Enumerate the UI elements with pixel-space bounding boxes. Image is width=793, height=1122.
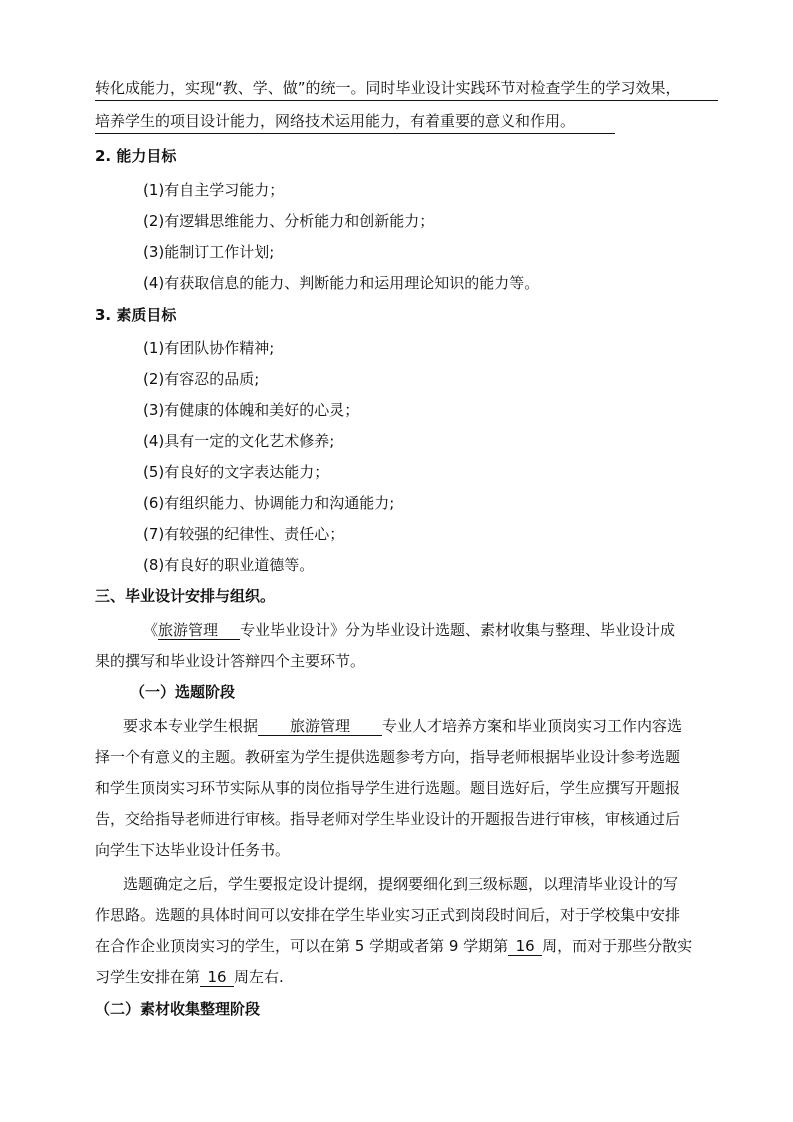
outline-line-2: 作思路。选题的具体时间可以安排在学生毕业实习正式到岗段时间后，对于学校集中安排 xyxy=(95,906,681,924)
list-item: (5)有良好的文字表达能力； xyxy=(143,463,330,481)
subsection-heading-topic: （一）选题阶段 xyxy=(130,683,236,701)
intro-underline-1 xyxy=(95,100,718,101)
intro-underline-2 xyxy=(95,133,615,134)
list-item: (2)有容忍的品质; xyxy=(143,370,260,388)
list-item: (4)有获取信息的能力、判断能力和运用理论知识的能力等。 xyxy=(143,274,540,292)
chapter-heading: 三、毕业设计安排与组织。 xyxy=(95,587,276,605)
outline-line-1: 选题确定之后，学生要报定设计提纲，提纲要细化到三级标题，以理清毕业设计的写 xyxy=(123,875,679,893)
topic-line-1: 要求本专业学生根据 旅游管理 专业人才培养方案和毕业顶岗实习工作内容选 xyxy=(123,717,683,735)
topic-line-5: 向学生下达毕业设计任务书。 xyxy=(95,841,291,859)
topic-line-4: 告，交给指导老师进行审核。指导老师对学生毕业设计的开题报告进行审核，审核通过后 xyxy=(95,810,681,828)
list-item: (1)有团队协作精神; xyxy=(143,339,275,357)
topic-line-2: 择一个有意义的主题。教研室为学生提供选题参考方向，指导老师根据毕业设计参考选题 xyxy=(95,748,681,766)
list-item: (3)有健康的体魄和美好的心灵； xyxy=(143,401,360,419)
list-item: (4)具有一定的文化艺术修养; xyxy=(143,432,335,450)
outline-line-4: 习学生安排在第 16 周左右. xyxy=(95,968,284,986)
list-item: (6)有组织能力、协调能力和沟通能力; xyxy=(143,494,395,512)
arrangement-line-2: 果的撰写和毕业设计答辩四个主要环节。 xyxy=(95,652,366,670)
list-item: (3)能制订工作计划; xyxy=(143,243,275,261)
outline-line-3: 在合作企业顶岗实习的学生，可以在第 5 学期或者第 9 学期第 16 周，而对于那些分散实 xyxy=(95,937,693,955)
section-heading-ability: 2. 能力目标 xyxy=(95,147,177,165)
week-blank: 16 xyxy=(508,937,542,956)
section-heading-quality: 3. 素质目标 xyxy=(95,306,177,324)
week-blank: 16 xyxy=(200,968,234,987)
intro-line-1: 转化成能力，实现“教、学、做”的统一。同时毕业设计实践环节对检查学生的学习效果， xyxy=(95,79,681,97)
list-item: (2)有逻辑思维能力、分析能力和创新能力； xyxy=(143,212,435,230)
topic-line-3: 和学生顶岗实习环节实际从事的岗位指导学生进行选题。题目选好后，学生应撰写开题报 xyxy=(95,779,681,797)
list-item: (1)有自主学习能力； xyxy=(143,181,285,199)
arrangement-line-1: 《旅游管理 专业毕业设计》分为毕业设计选题、素材收集与整理、毕业设计成 xyxy=(143,621,676,639)
list-item: (8)有良好的职业道德等。 xyxy=(143,556,315,574)
list-item: (7)有较强的纪律性、责任心； xyxy=(143,525,345,543)
major-blank: 旅游管理 xyxy=(258,717,382,736)
intro-line-2: 培养学生的项目设计能力，网络技术运用能力，有着重要的意义和作用。 xyxy=(95,112,576,130)
major-blank: 旅游管理 xyxy=(158,621,240,640)
subsection-heading-materials: （二）素材收集整理阶段 xyxy=(95,1000,261,1018)
